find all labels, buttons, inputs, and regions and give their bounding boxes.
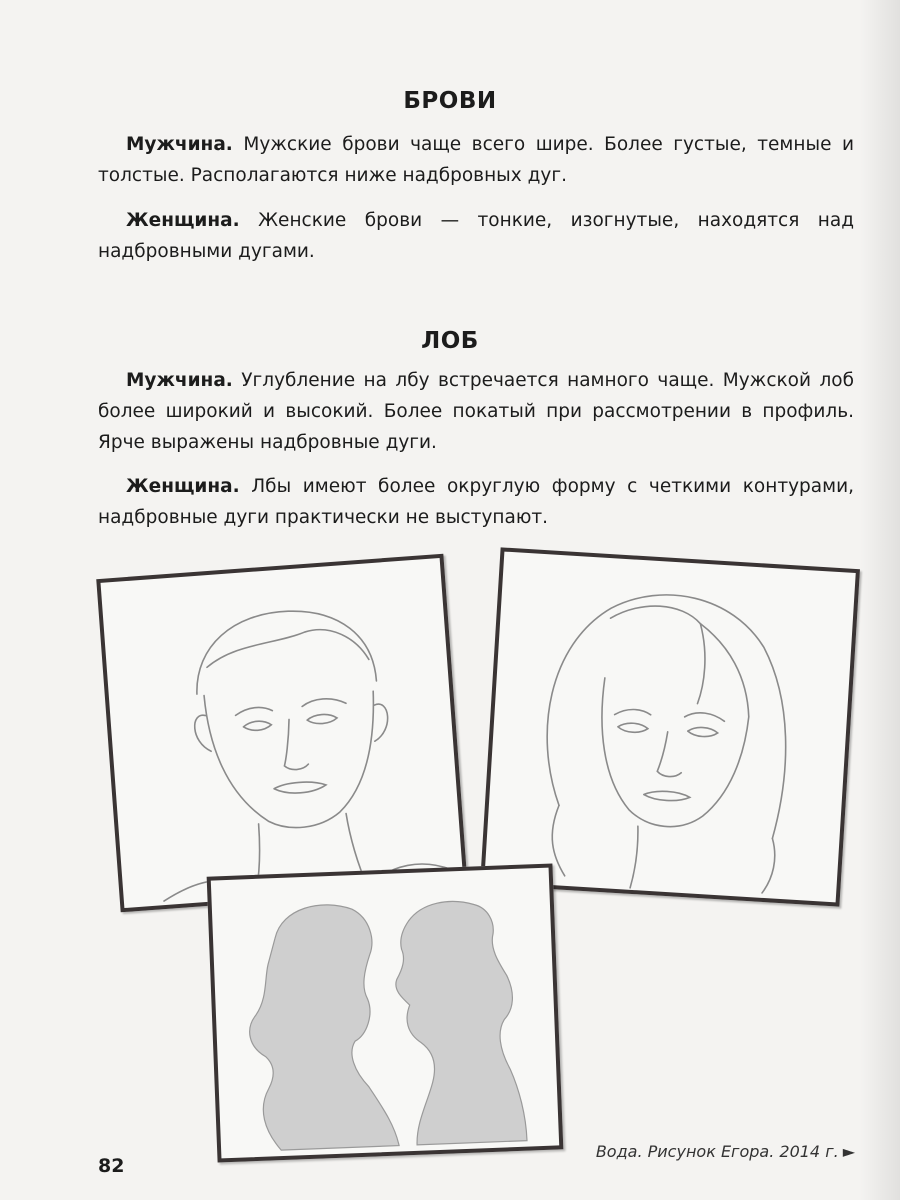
text-eyebrows-female: Женские брови — тонкие, изогнутые, находятся над надбровными дугами.: [98, 209, 854, 262]
male-portrait-drawing: [96, 554, 468, 913]
caption-text: Вода. Рисунок Егора. 2014 г.: [595, 1142, 839, 1161]
figure-caption: [596, 1142, 855, 1161]
male-face-sketch: [101, 558, 464, 908]
label-male: Мужчина.: [126, 369, 233, 391]
paragraph-forehead-male: [98, 365, 854, 458]
text-eyebrows-male: Мужские брови чаще всего шире. Более густые, темные и толстые. Располагаются ниже надбровных дуг.: [98, 133, 854, 186]
text-forehead-female: Лбы имеют более округлую форму с четкими контурами, надбровные дуги практически не выступают.: [98, 475, 854, 528]
silhouettes-sketch: [211, 868, 559, 1159]
section-title-forehead: ЛОБ: [421, 328, 479, 354]
paragraph-eyebrows-male: [98, 129, 854, 191]
text-forehead-male: Углубление на лбу встречается намного чаще. Мужской лоб более широкий и высокий. Более покатый при рассмотрении в профиль. Ярче выражены надбровные дуги.: [98, 369, 854, 453]
page-binding-shadow: [860, 0, 900, 1200]
label-female: Женщина.: [126, 475, 240, 497]
label-male: Мужчина.: [126, 133, 233, 155]
female-face-sketch: [484, 552, 855, 903]
section-title-eyebrows: БРОВИ: [403, 88, 497, 114]
female-portrait-drawing: [480, 547, 860, 906]
paragraph-eyebrows-female: [98, 205, 854, 267]
caption-arrow-icon: ►: [842, 1142, 855, 1161]
silhouettes-drawing: [207, 863, 564, 1162]
label-female: Женщина.: [126, 209, 240, 231]
paragraph-forehead-female: [98, 471, 854, 533]
page-number: 82: [98, 1155, 125, 1177]
